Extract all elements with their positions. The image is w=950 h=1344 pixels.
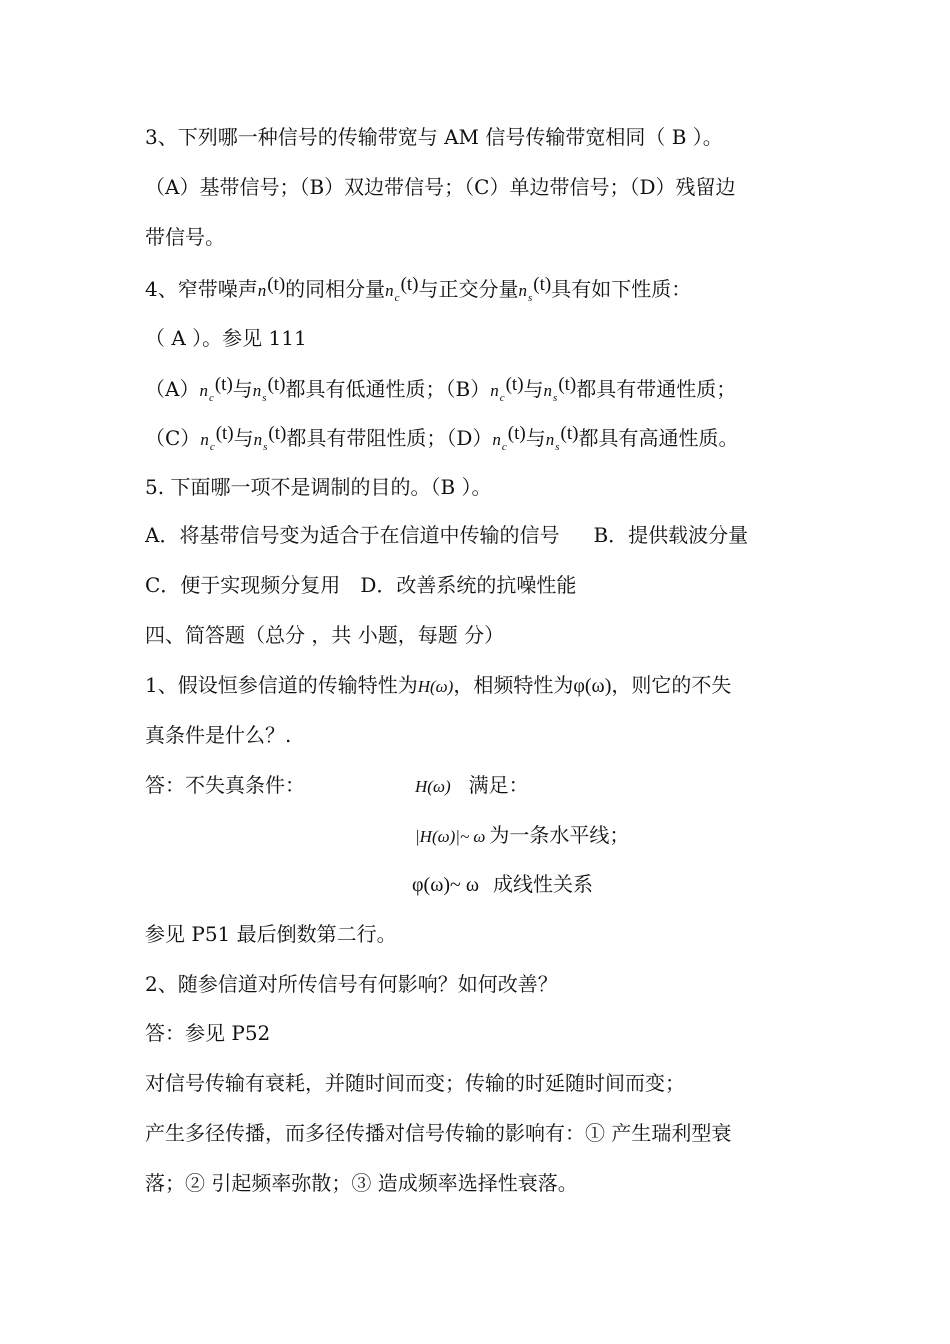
q4-options-ab: $(A)n_c(t)$与$n_s(t)$都具有低通性质；$(B)n_c(t)$与$n_s(t)$都具有带通性质； bbox=[145, 374, 737, 404]
n-t-symbol: n(t) bbox=[257, 274, 286, 300]
q3-options-text: （A）基带信号；（B）双边带信号；（C）单边带信号；（D）残留边 bbox=[145, 175, 736, 199]
q4-options-cd: $(C)n_c(t)$与$n_s(t)$都具有带阻性质；$(D)n_c(t)$与$n_s(t)$都具有高通性质。 bbox=[145, 423, 739, 453]
q4-stem: 4、窄带噪声n(t)的同相分量$n_c(t)$与正交分量$n_s(t)$具有如下性质： bbox=[145, 274, 692, 304]
sq1-answer-label: 答：不失真条件： bbox=[145, 773, 305, 797]
sq1-stem: 1、假设恒参信道的传输特性为H(ω)，相频特性为φ(ω)，则它的不失 bbox=[145, 673, 732, 697]
nc-t-symbol: $n_c(t)$ bbox=[385, 274, 419, 304]
section-heading: 四、简答题（总分 ，共 小题，每题 分） bbox=[145, 623, 505, 647]
q3-stem: 3、下列哪一种信号的传输带宽与 AM 信号传输带宽相同（ B ）。 bbox=[145, 125, 723, 149]
sq2-line-1: 对信号传输有衰耗，并随时间而变；传输的时延随时间而变； bbox=[145, 1071, 685, 1095]
condition-3: φ(ω)~ ω 成线性关系 bbox=[412, 872, 594, 896]
q5-options-ab: A．将基带信号变为适合于在信道中传输的信号 B．提供载波分量 bbox=[145, 523, 749, 547]
sq2-answer: 答：参见 P52 bbox=[145, 1021, 271, 1045]
q4-answer: （ A ）。参见 111 bbox=[145, 326, 307, 350]
sq2-line-2: 产生多径传播，而多径传播对信号传输的影响有：① 产生瑞利型衰 bbox=[145, 1121, 732, 1145]
condition-2: |H(ω)|~ ω 为一条水平线； bbox=[415, 823, 630, 847]
sq2-line-3: 落；② 引起频率弥散；③ 造成频率选择性衰落。 bbox=[145, 1171, 578, 1195]
condition-1: H(ω) 满足： bbox=[415, 773, 529, 797]
q3-options bbox=[145, 174, 807, 200]
q5-options-cd: C．便于实现频分复用 D．改善系统的抗噪性能 bbox=[145, 573, 577, 597]
q3-options-wrap: 带信号。 bbox=[145, 225, 225, 249]
ns-t-symbol: $n_s(t)$ bbox=[518, 274, 552, 304]
sq2-stem: 2、随参信道对所传信号有何影响？如何改善？ bbox=[145, 972, 558, 996]
phi-omega-symbol: φ(ω) bbox=[573, 675, 612, 697]
q5-stem: 5. 下面哪一项不是调制的目的。（B ）。 bbox=[145, 475, 492, 499]
sq1-wrap: 真条件是什么？. bbox=[145, 723, 292, 747]
sq1-reference: 参见 P51 最后倒数第二行。 bbox=[145, 922, 397, 946]
h-omega-symbol: H(ω) bbox=[417, 677, 454, 696]
